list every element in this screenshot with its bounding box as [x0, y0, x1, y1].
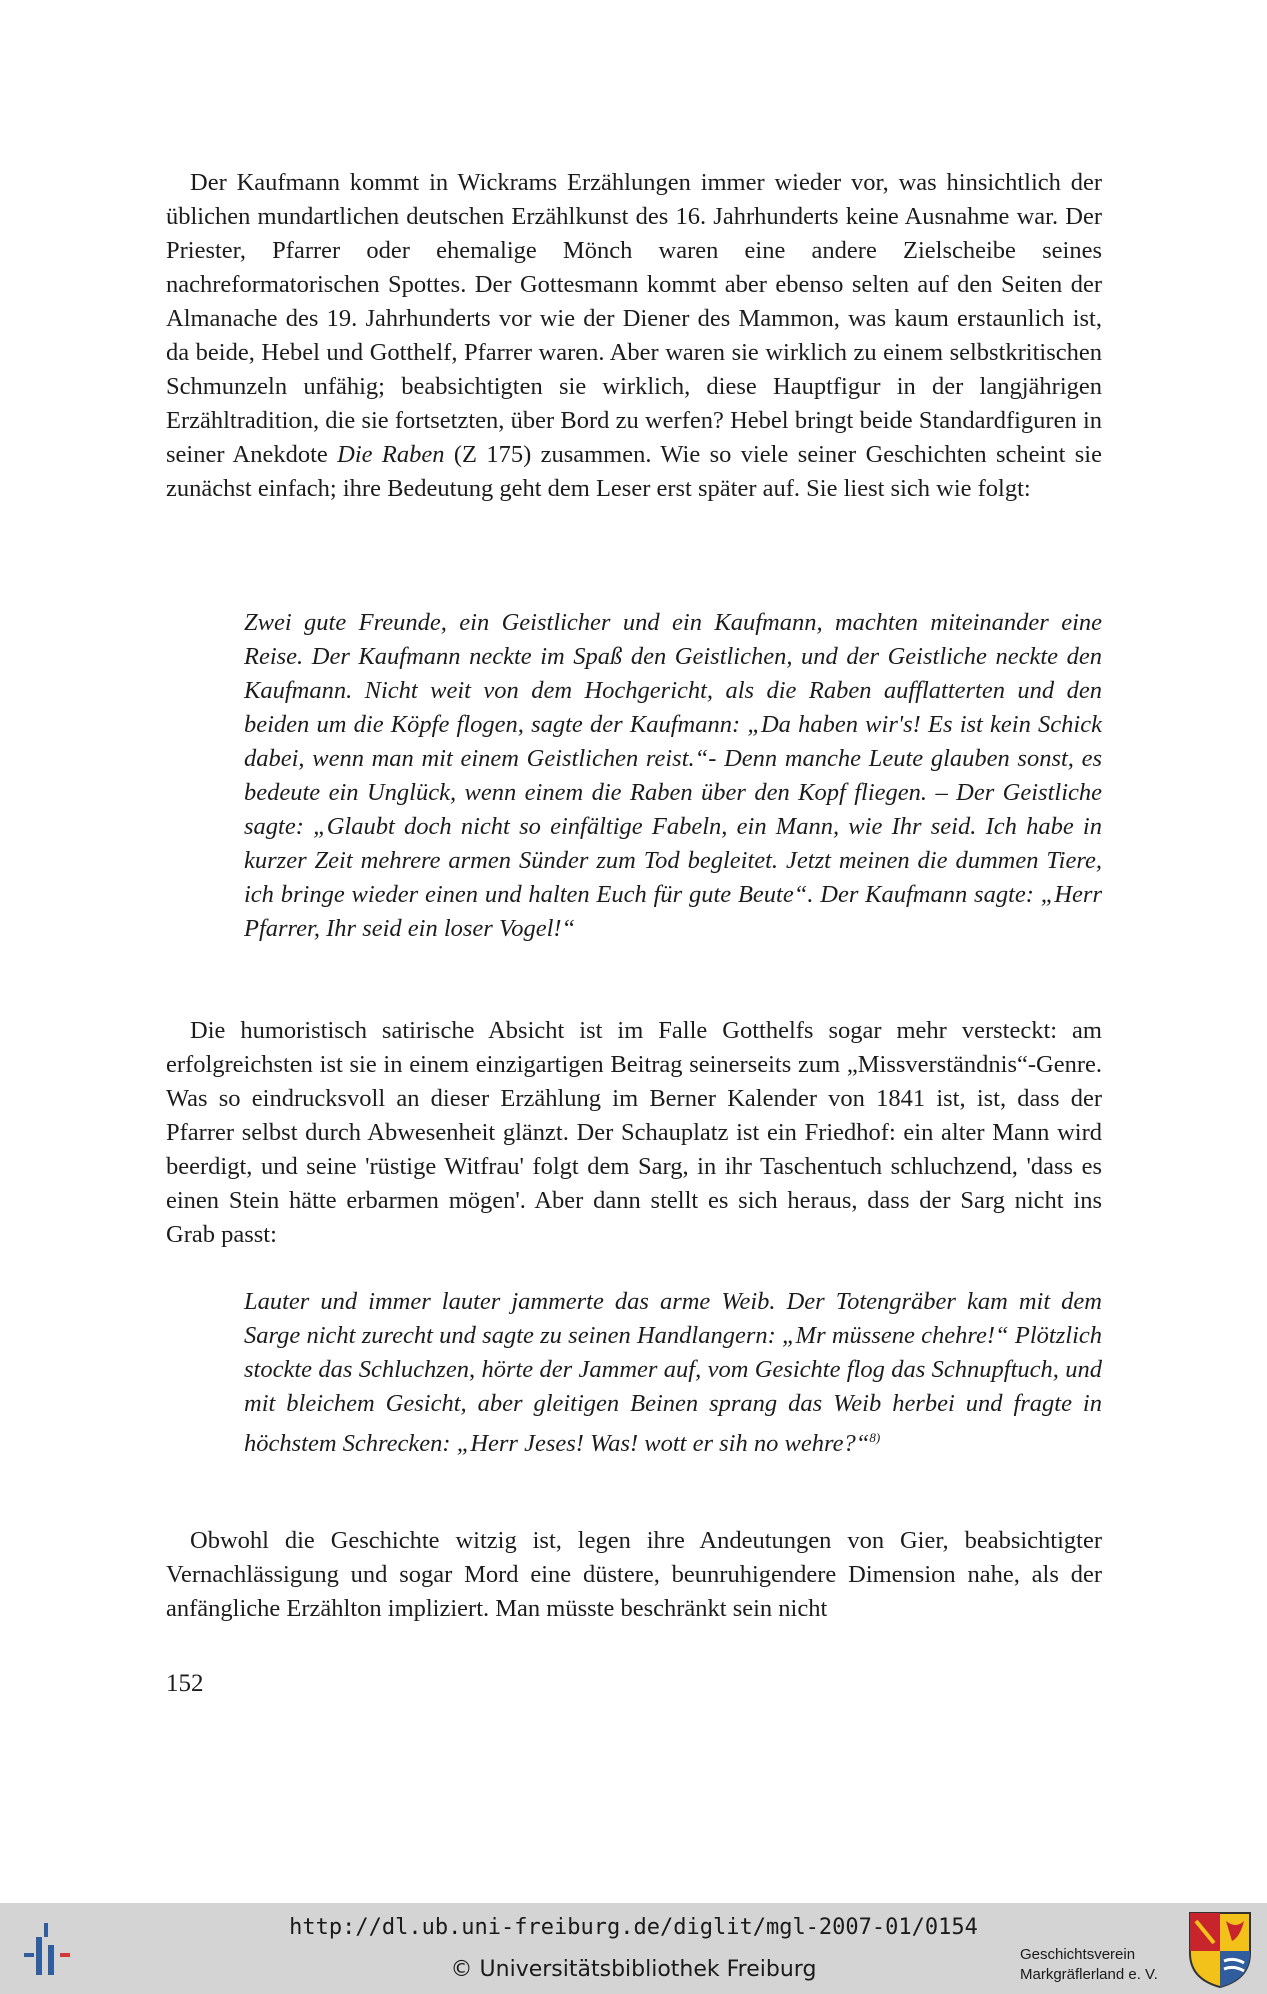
society-line-1: Geschichtsverein: [1020, 1946, 1136, 1963]
quote-hebel: Zwei gute Freunde, ein Geistlicher und ein Kaufmann, machten miteinander eine Reise. Der Kaufmann neckte im Spaß den Geistlichen, und der Geistliche neckte den Kaufmann. Nicht weit von dem Hochgericht, als die Raben aufflatterten und den beiden um die Köpfe flogen, sagte der Kaufmann: „Da haben wir's! Es ist kein Schick dabei, wenn man mit einem Geistlichen reist.“- Denn manche Leute glauben sonst, es bedeute ein Unglück, wenn einem die Raben über den Kopf fliegen. – Der Geistliche sagte: „Glaubt doch nicht so einfältige Fabeln, ein Mann, wie Ihr seid. Ich habe in kurzer Zeit mehrere armen Sünder zum Tod begleitet. Jetzt meinen die dummen Tiere, ich bringe wieder einen und halten Euch für gute Beute“. Der Kaufmann sagte: „Herr Pfarrer, Ihr seid ein loser Vogel!“: [244, 609, 1102, 942]
paragraph-3-text: Obwohl die Geschichte witzig ist, legen ihre Andeutungen von Gier, beabsichtigter Vernachlässigung und sogar Mord eine düstere, beunruhigendere Dimension nahe, als der anfängliche Erzählton impliziert. Man müsste beschränkt sein nicht: [166, 1527, 1102, 1622]
paragraph-2: [166, 1014, 1102, 1252]
quote-gotthelf: [244, 1285, 1102, 1461]
paragraph-2-text: Die humoristisch satirische Absicht ist im Falle Gotthelfs sogar mehr versteckt: am erfolgreichsten ist sie in einem einzigartigen Beitrag seinerseits zum „Missverständnis“-Genre. Was so eindrucksvoll an dieser Erzählung im Berner Kalender von 1841 ist, ist, dass der Pfarrer selbst durch Abwesenheit glänzt. Der Schauplatz ist ein Friedhof: ein alter Mann wird beerdigt, und seine 'rüstige Witfrau' folgt dem Sarg, in ihr Taschentuch schluchzend, 'dass es einen Stein hätte erbarmen mögen'. Aber dann stellt es sich heraus, dass der Sarg nicht ins Grab passt:: [166, 1017, 1102, 1248]
footer-url-link[interactable]: http://dl.ub.uni-freiburg.de/diglit/mgl-2007-01/0154: [289, 1915, 978, 1940]
footnote-reference: 8): [869, 1430, 881, 1445]
society-line-2: Markgräflerland e. V.: [1020, 1966, 1158, 1983]
society-name: [1020, 1945, 1158, 1985]
paragraph-1-text: Der Kaufmann kommt in Wickrams Erzählungen immer wieder vor, was hinsichtlich der üblichen mundartlichen deutschen Erzählkunst des 16. Jahrhunderts keine Ausnahme war. Der Priester, Pfarrer oder ehemalige Mönch waren eine andere Zielscheibe seines nachreformatorischen Spottes. Der Gottesmann kommt aber ebenso selten auf den Seiten der Almanache des 19. Jahrhunderts vor wie der Diener des Mammon, was kaum erstaunlich ist, da beide, Hebel und Gotthelf, Pfarrer waren. Aber waren sie wirklich zu einem selbstkritischen Schmunzeln unfähig; beabsichtigten sie wirklich, diese Hauptfigur in der langjährigen Erzähltradition, die sie fortsetzten, über Bord zu werfen? Hebel bringt beide Standardfiguren in seiner Anekdote: [166, 169, 1102, 468]
page-number: 152: [166, 1670, 204, 1697]
story-title: Die Raben: [337, 441, 445, 468]
footer-copyright: © Universitätsbibliothek Freiburg: [450, 1957, 817, 1982]
footer-bar: [0, 1903, 1267, 1994]
paragraph-1-end: (Z 175) zusammen. Wie so viele seiner Geschichten scheint sie zunächst einfach; ihre Bedeutung geht dem Leser erst später auf. Sie liest sich wie folgt:: [166, 441, 1102, 502]
quote-gotthelf-text: Lauter und immer lauter jammerte das arme Weib. Der Totengräber kam mit dem Sarge nicht zurecht und sagte zu seinen Handlangern: „Mr müssene chehre!“ Plötzlich stockte das Schluchzen, hörte der Jammer auf, vom Gesichte flog das Schnupftuch, und mit bleichem Gesicht, aber gleitigen Beinen sprang das Weib herbei und fragte in höchstem Schrecken: „Herr Jeses! Was! wott er sih no wehre?“: [244, 1288, 1102, 1458]
coat-of-arms-icon: [1188, 1911, 1252, 1989]
paragraph-1: [166, 166, 1102, 506]
paragraph-3: [166, 1524, 1102, 1626]
